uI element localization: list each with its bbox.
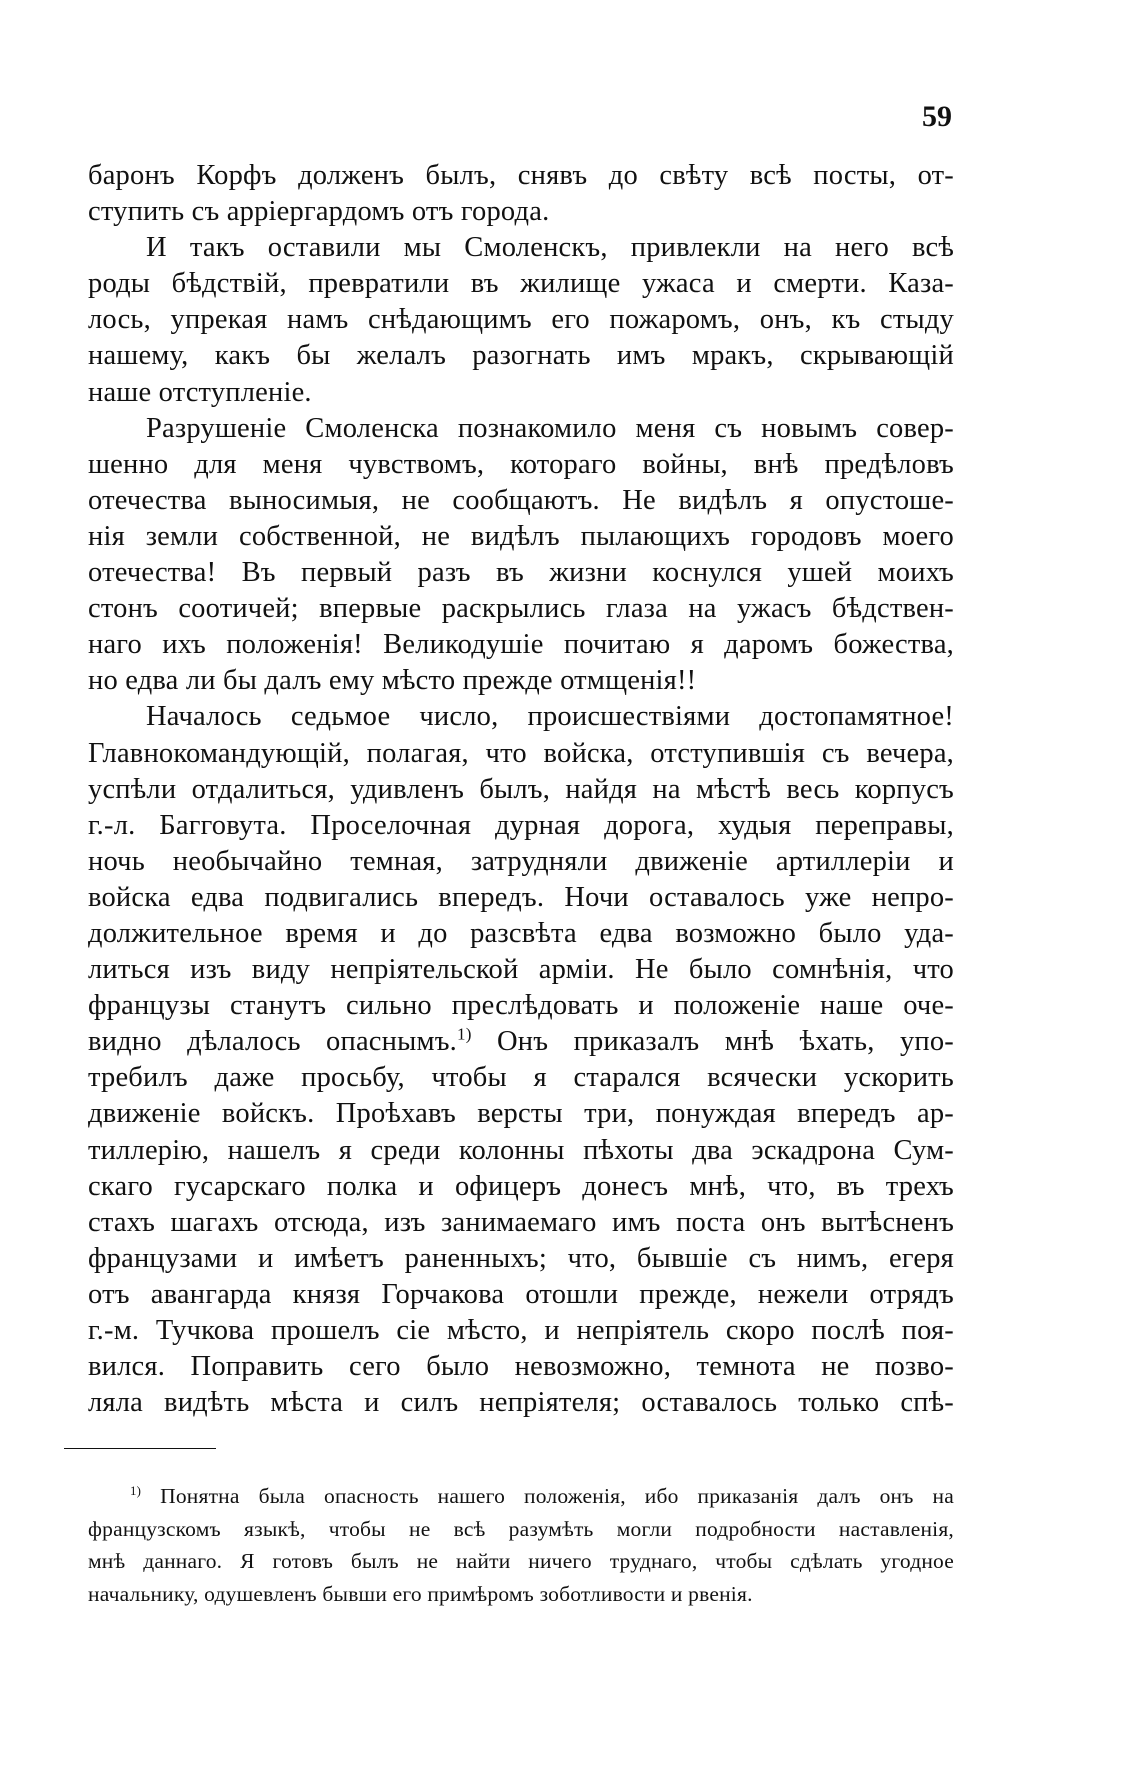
text-line: лось, упрекая намъ снѣдающимъ его пожаромъ, онъ, къ стыду [88, 304, 954, 336]
footnote-divider [64, 1448, 216, 1449]
text-line: тиллерію, нашелъ я среди колонны пѣхоты два эскадрона Сум- [88, 1134, 954, 1166]
text-line: г.-м. Тучкова прошелъ сіе мѣсто, и непріятель скоро послѣ поя- [88, 1315, 954, 1346]
footnote-text: Понятна была опасность нашего положенія, ибо приказанія далъ онъ на [160, 1484, 954, 1508]
text-line: движеніе войскъ. Проѣхавъ версты три, понуждая впередъ ар- [88, 1098, 954, 1130]
footnote [88, 1480, 954, 1610]
text-line: скаго гусарскаго полка и офицеръ донесъ мнѣ, что, въ трехъ [88, 1170, 954, 1202]
text-line: должительное время и до разсвѣта едва возможно было уда- [88, 917, 954, 949]
text-line: нашему, какъ бы желалъ разогнать имъ мракъ, скрывающій [88, 340, 954, 372]
footnote-line: мнѣ даннаго. Я готовъ былъ не найти ничего труднаго, чтобы сдѣлать угодное [88, 1549, 954, 1573]
text-line: французами и имѣетъ раненныхъ; что, бывшіе съ нимъ, егеря [88, 1242, 954, 1274]
text-segment: видно дѣлалось опаснымъ. [88, 1026, 457, 1058]
text-line: литься изъ виду непріятельской арміи. Не было сомнѣнія, что [88, 954, 954, 986]
text-line: но едва ли бы далъ ему мѣсто прежде отмщенія!! [88, 665, 697, 697]
text-line: нія земли собственной, не видѣлъ пылающихъ городовъ моего [88, 520, 954, 552]
footnote-reference: 1) [456, 1024, 472, 1044]
text-line: г.-л. Багговута. Проселочная дурная дорога, худыя переправы, [88, 809, 954, 841]
text-line: отечества! Въ первый разъ въ жизни коснулся ушей моихъ [88, 557, 954, 589]
text-line: стахъ шагахъ отсюда, изъ занимаемаго имъ поста онъ вытѣсненъ [88, 1206, 954, 1238]
text-line: ночь необычайно темная, затрудняли движеніе артиллеріи и [88, 845, 954, 877]
text-line: И такъ оставили мы Смоленскъ, привлекли на него всѣ [146, 232, 954, 264]
text-line: вился. Поправить сего было невозможно, темнота не позво- [88, 1351, 954, 1383]
text-line: баронъ Корфъ долженъ былъ, снявъ до свѣту всѣ посты, от- [88, 160, 954, 191]
text-line: ступить съ арріергардомъ отъ города. [88, 196, 550, 228]
text-line: наго ихъ положенія! Великодушіе почитаю я даромъ божества, [88, 629, 954, 661]
text-line: французы станутъ сильно преслѣдовать и положеніе наше оче- [88, 990, 954, 1022]
footnote-marker: 1) [130, 1483, 142, 1498]
text-line: отъ авангарда князя Горчакова отошли прежде, нежели отрядъ [88, 1278, 954, 1310]
footnote-line: французскомъ языкѣ, чтобы не всѣ разумѣть могли подробности наставленія, [88, 1516, 954, 1541]
text-line: войска едва подвигались впередъ. Ночи оставалось уже непро- [88, 881, 954, 913]
text-line: отечества выносимыя, не сообщаютъ. Не видѣлъ я опустоше- [88, 484, 954, 516]
text-line: роды бѣдствій, превратили въ жилище ужаса и смерти. Каза- [88, 268, 954, 300]
text-line: шенно для меня чувствомъ, котораго войны, внѣ предѣловъ [88, 448, 954, 480]
text-line: наше отступленіе. [88, 376, 312, 408]
text-line: Началось седьмое число, происшествіями достопамятное! [146, 701, 954, 733]
text-line: стонъ соотичей; впервые раскрылись глаза на ужасъ бѣдствен- [88, 593, 954, 625]
text-line: ляла видѣть мѣста и силъ непріятеля; оставалось только спѣ- [88, 1387, 954, 1419]
footnote-line [88, 1480, 954, 1513]
text-line: Разрушеніе Смоленска познакомило меня съ новымъ совер- [146, 412, 954, 444]
main-text [88, 158, 954, 1421]
text-line: успѣли отдалиться, удивленъ былъ, найдя на мѣстѣ весь корпусъ [88, 773, 954, 805]
text-line-with-footnote [88, 1024, 954, 1060]
text-segment: Онъ приказалъ мнѣ ѣхать, упо- [497, 1026, 954, 1058]
footnote-line: начальнику, одушевленъ бывши его примѣромъ зоботливости и рвенія. [88, 1581, 753, 1606]
text-line: требилъ даже просьбу, чтобы я старался всячески ускорить [88, 1062, 954, 1094]
text-line: Главнокомандующій, полагая, что войска, отступившія съ вечера, [88, 737, 954, 769]
page-number: 59 [922, 100, 952, 133]
